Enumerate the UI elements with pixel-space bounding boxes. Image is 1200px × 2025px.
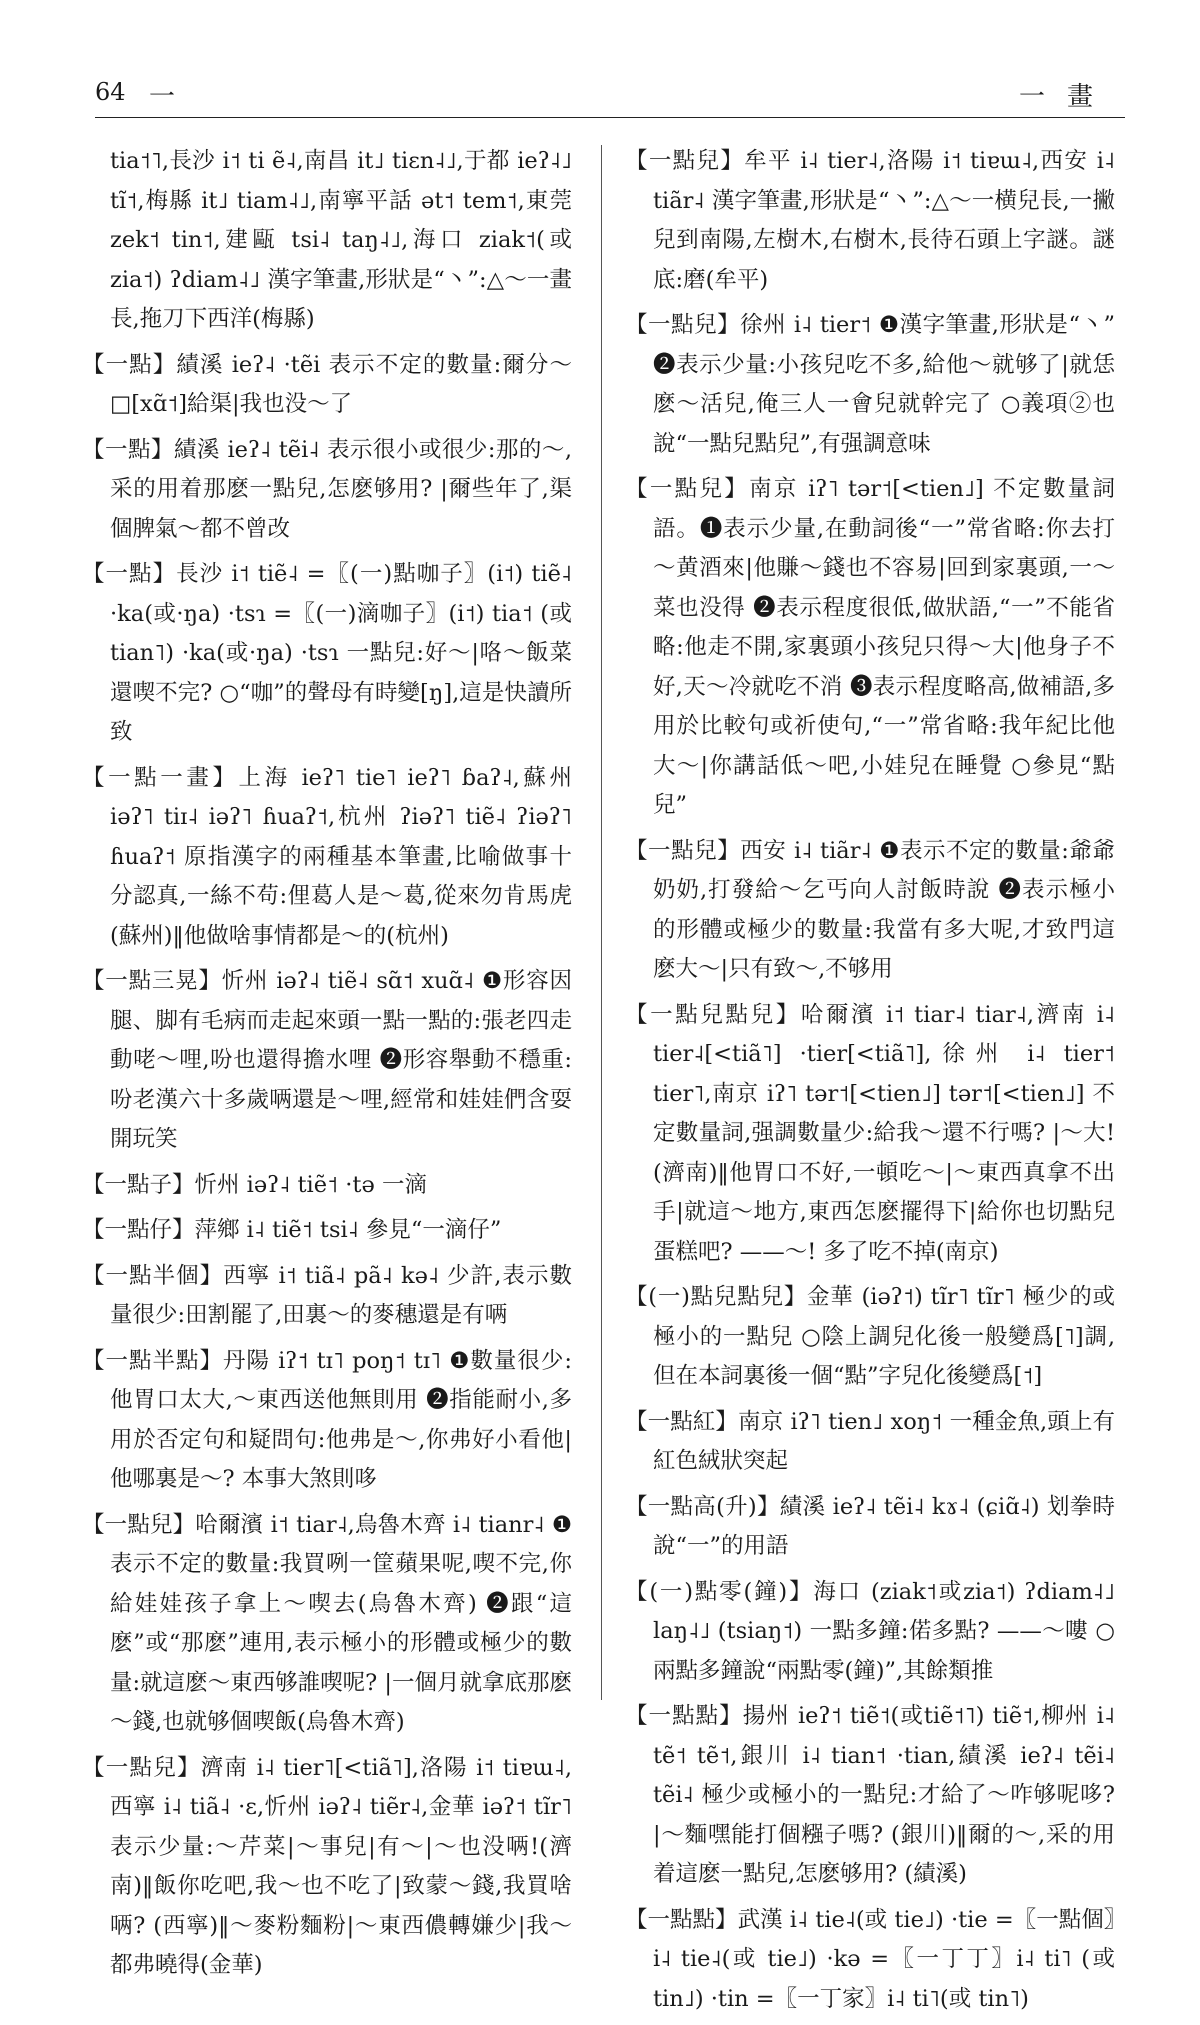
dictionary-entry: 【(一)點兒點兒】金華 (iəʔ˦) tĩr˥ tĩr˥ 極少的或極小的一點兒 ○陰上調兒化後一般變爲[˥]調,但在本詞裏後一個“點”字兒化後變爲[˦] bbox=[625, 1284, 1115, 1389]
dictionary-entry: 【一點兒】牟平 i˨ tier˨,洛陽 i˦ tiɐɯ˨,西安 i˨ tiãr˨ 漢字筆畫,形狀是“丶”:△～一横兒長,一撇兒到南陽,左樹木,右樹木,長待石頭上字謎。謎底:磨(牟平) bbox=[625, 148, 1115, 293]
dictionary-entry: 【一點半點】丹陽 iʔ˦ tɪ˥ poŋ˦ tɪ˥ ❶數量很少:他胃口太大,～東西送他無則用 ❷指能耐小,多用於否定句和疑問句:他弗是～,你弗好小看他|他哪裏是～? 本事大煞則哆 bbox=[82, 1347, 572, 1492]
dictionary-entry: tia˦˥,長沙 i˦ ti ẽ˨,南昌 it˩ tiɛn˨˩,于都 ieʔ˨˩ tĩ˦,梅縣 it˩ tiam˨˩,南寧平話 ət˦ tem˦,東莞 zek˦ tin˦,建甌 tsi˨ taŋ˨˩,海口 ziak˦(或zia˦) ʔdiam˨˩ 漢字筆畫,形狀是“丶”:△～一畫長,拖刀下西洋(梅縣) bbox=[110, 148, 572, 332]
dictionary-entry: 【一點兒點兒】哈爾濱 i˦ tiar˨ tiar˨,濟南 i˨ tier˨[<tiã˥] ·tier[<tiã˥],徐州 i˨ tier˦ tier˥,南京 iʔ˥ tər˦[<tien˩] tər˦[<tien˩] 不定數量詞,强調數量少:給我～還不行嗎? |～大!(濟南)‖他胃口不好,一頓吃～|～東西真拿不出手|就這～地方,東西怎麽擺得下|給你也切點兒蛋糕吧? ——～! 多了吃不掉(南京) bbox=[625, 1001, 1115, 1265]
header-left-char: 一 bbox=[149, 82, 176, 112]
dictionary-entry: 【一點一畫】上海 ieʔ˥ tie˥ ieʔ˥ ɓaʔ˨,蘇州 iəʔ˥ tiɪ˨ iəʔ˥ ɦuaʔ˦,杭州 ʔiəʔ˥ tiẽ˨ ʔiəʔ˥ ɦuaʔ˦ 原指漢字的兩種基本筆畫,比喻做事十分認真,一絲不苟:俚葛人是～葛,從來勿肯馬虎(蘇州)‖他做啥事情都是～的(杭州) bbox=[82, 764, 572, 949]
dictionary-entry: 【一點】長沙 i˦ tiẽ˨ =〖(一)點咖子〗(i˦) tiẽ˨ ·ka(或·ŋa) ·tsɿ =〖(一)滴咖子〗(i˦) tia˦ (或tian˥) ·ka(或·ŋa) ·tsɿ 一點兒:好～|咯～飯菜還喫不完? ○“咖”的聲母有時變[ŋ],這是快讀所致 bbox=[82, 561, 572, 745]
dictionary-entry: 【一點兒】西安 i˨ tiãr˨ ❶表示不定的數量:爺爺奶奶,打發給～乞丐向人討飯時說 ❷表示極小的形體或極少的數量:我當有多大呢,才致門這麽大～|只有致～,不够用 bbox=[625, 837, 1115, 982]
page-header bbox=[95, 78, 1115, 118]
dictionary-entry: 【(一)點零(鐘)】海口 (ziak˦或zia˦) ʔdiam˨˩ laŋ˨˩ (tsiaŋ˦) 一點多鐘:偌多點? ——～嘍 ○兩點多鐘說“兩點零(鐘)”,其餘類推 bbox=[625, 1578, 1115, 1684]
header-rule bbox=[95, 117, 1125, 118]
left-column bbox=[82, 142, 572, 1992]
dictionary-entry: 【一點兒】徐州 i˨ tier˦ ❶漢字筆畫,形狀是“丶” ❷表示少量:小孩兒吃不多,給他～就够了|就恁麽～活兒,俺三人一會兒就幹完了 ○義項②也說“一點兒點兒”,有强調意味 bbox=[625, 312, 1115, 457]
dictionary-entry: 【一點兒】哈爾濱 i˦ tiar˨,烏魯木齊 i˨ tianr˨ ❶表示不定的數量:我買咧一筐蘋果呢,喫不完,你給娃娃孩子拿上～喫去(烏魯木齊) ❷跟“這麽”或“那麽”連用,表示極小的形體或極少的數量:就這麽～東西够誰喫呢? |一個月就拿底那麽～錢,也就够個喫飯(烏魯木齊) bbox=[82, 1511, 572, 1735]
right-column bbox=[625, 142, 1115, 2025]
header-right-title: 一畫 bbox=[1018, 82, 1115, 112]
dictionary-entry: 【一點半個】西寧 i˦ tiã˨ pã˨ kə˨ 少許,表示數量很少:田割罷了,田裏～的麥穗還是有唡 bbox=[82, 1262, 572, 1328]
dictionary-entry: 【一點子】忻州 iəʔ˨ tiẽ˦ ·tə 一滴 bbox=[82, 1171, 427, 1198]
dictionary-entry: 【一點仔】萍鄉 i˨ tiẽ˦ tsi˨ 參見“一滴仔” bbox=[82, 1217, 502, 1243]
dictionary-entry: 【一點】績溪 ieʔ˨ tẽi˨ 表示很小或很少:那的～,采的用着那麽一點兒,怎麽够用? |爾些年了,渠個脾氣～都不曾改 bbox=[82, 436, 572, 542]
dictionary-entry: 【一點高(升)】績溪 ieʔ˨ tẽi˨ kɤ˨ (ɕiɑ̃˨) 划拳時說“一”的用語 bbox=[625, 1493, 1115, 1559]
dictionary-entry: 【一點三晃】忻州 iəʔ˨ tiẽ˨ sɑ̃˦ xuɑ̃˨ ❶形容因腿、脚有毛病而走起來頭一點一點的:張老四走動咾～哩,吩也還得擔水哩 ❷形容舉動不穩重:吩老漢六十多歲唡還是～哩,經常和娃娃們含耍開玩笑 bbox=[82, 968, 572, 1152]
dictionary-entry: 【一點紅】南京 iʔ˥ tien˩ xoŋ˦ 一種金魚,頭上有紅色絨狀突起 bbox=[625, 1408, 1115, 1474]
dictionary-entry: 【一點兒】濟南 i˨ tier˥[<tiã˥],洛陽 i˦ tiɐɯ˨,西寧 i˨ tiã˨ ·ɛ,忻州 iəʔ˨ tiẽr˨,金華 iəʔ˦ tĩr˥ 表示少量:～芹菜|～事兒|有～|～也没唡!(濟南)‖飯你吃吧,我～也不吃了|致蒙～錢,我買啥唡? (西寧)‖～麥粉麵粉|～東西儂轉嫌少|我～都弗曉得(金華) bbox=[82, 1754, 572, 1978]
dictionary-entry: 【一點】績溪 ieʔ˨ ·tẽi 表示不定的數量:爾分～□[xɑ̃˦]給渠|我也没～了 bbox=[82, 351, 572, 417]
dictionary-entry: 【一點兒】南京 iʔ˥ tər˦[<tien˩] 不定數量詞語。❶表示少量,在動詞後“一”常省略:你去打～黄酒來|他賺～錢也不容易|回到家裏頭,一～菜也没得 ❷表示程度很低,做狀語,“一”不能省略:他走不開,家裏頭小孩兒只得～大|他身子不好,天～冷就吃不消 ❸表示程度略高,做補語,多用於比較句或祈使句,“一”常省略:我年紀比他大～|你講話低～吧,小娃兒在睡覺 ○參見“點兒” bbox=[625, 476, 1115, 818]
page-number: 64 bbox=[95, 78, 126, 106]
dictionary-entry: 【一點點】武漢 i˨ tie˨(或 tie˩) ·tie =〖一點個〗i˨ tie˨(或 tie˩) ·kə =〖一丁丁〗i˨ ti˥ (或 tin˩) ·tin =〖一丁家〗i˨ ti˥(或 tin˥) bbox=[625, 1906, 1115, 2012]
column-divider bbox=[601, 145, 602, 1700]
dictionary-entry: 【一點點】揚州 ieʔ˦ tiẽ˦(或tiẽ˦˥) tiẽ˦,柳州 i˨ tẽ˦ tẽ˦,銀川 i˨ tian˦ ·tian,績溪 ieʔ˨ tẽi˨ tẽi˨ 極少或極小的一點兒:才給了～咋够呢哆? |～麵嘿能打個糨子嗎? (銀川)‖爾的～,采的用着這麽一點兒,怎麽够用? (績溪) bbox=[625, 1703, 1115, 1887]
